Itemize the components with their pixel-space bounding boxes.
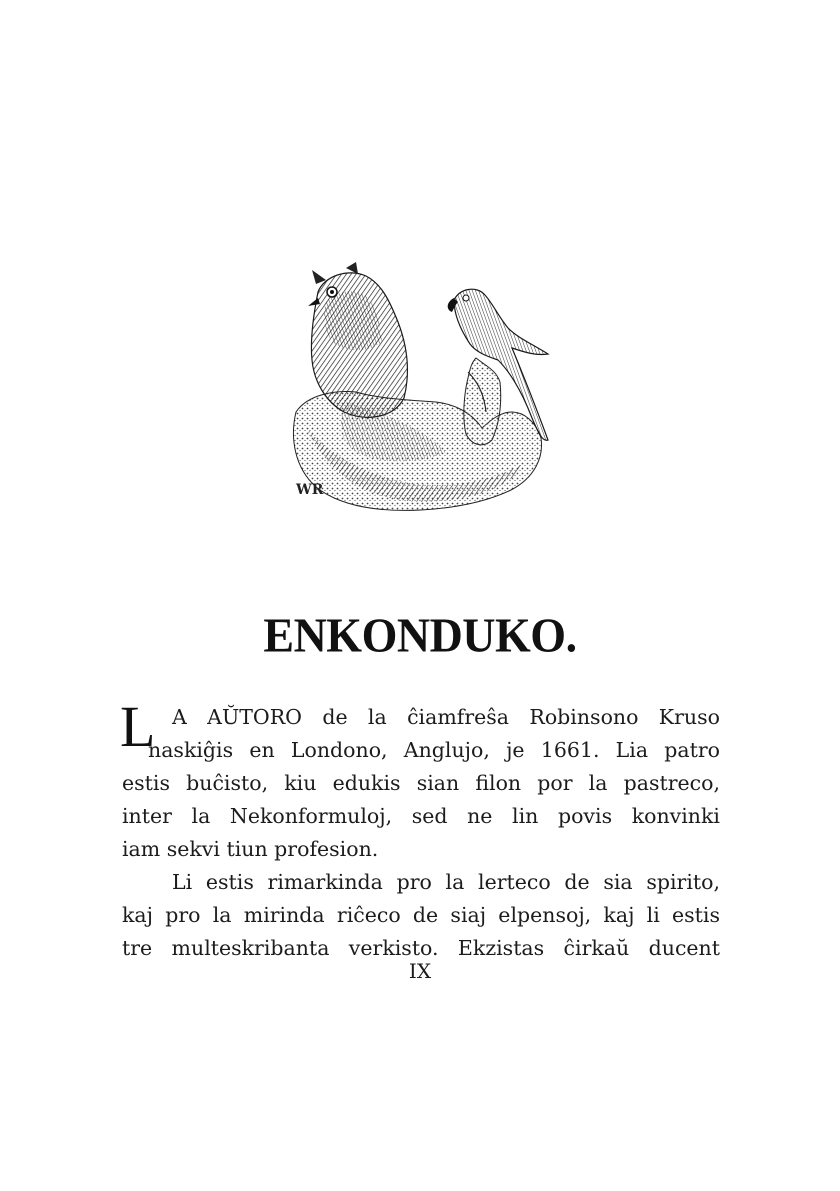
text-line: A AŬTORO de la ĉiamfreŝa Robinsono Kruso	[172, 705, 720, 729]
text-line: kaj pro la mirinda riĉeco de siaj elpensoj, kaj li estis	[122, 903, 720, 927]
text-line: inter la Nekonformuloj, sed ne lin povis konvinki	[122, 804, 720, 828]
text-line: naskiĝis en Londono, Anglujo, je 1661. Lia patro	[148, 738, 720, 762]
engraver-signature: WR	[296, 482, 324, 498]
chapter-title: ENKONDUKO.	[263, 608, 577, 663]
owl-and-parrot-engraving-icon	[286, 262, 576, 524]
drop-cap: L	[120, 694, 156, 759]
illustration	[286, 262, 576, 524]
text-line: estis buĉisto, kiu edukis sian filon por la pastreco,	[122, 771, 720, 795]
text-line: Li estis rimarkinda pro la lerteco de sia spirito,	[172, 870, 720, 894]
text-line: iam sekvi tiun profesion.	[122, 837, 379, 861]
page-number: IX	[408, 959, 432, 983]
text-line: tre multeskribanta verkisto. Ekzistas ĉirkaŭ ducent	[122, 936, 720, 960]
